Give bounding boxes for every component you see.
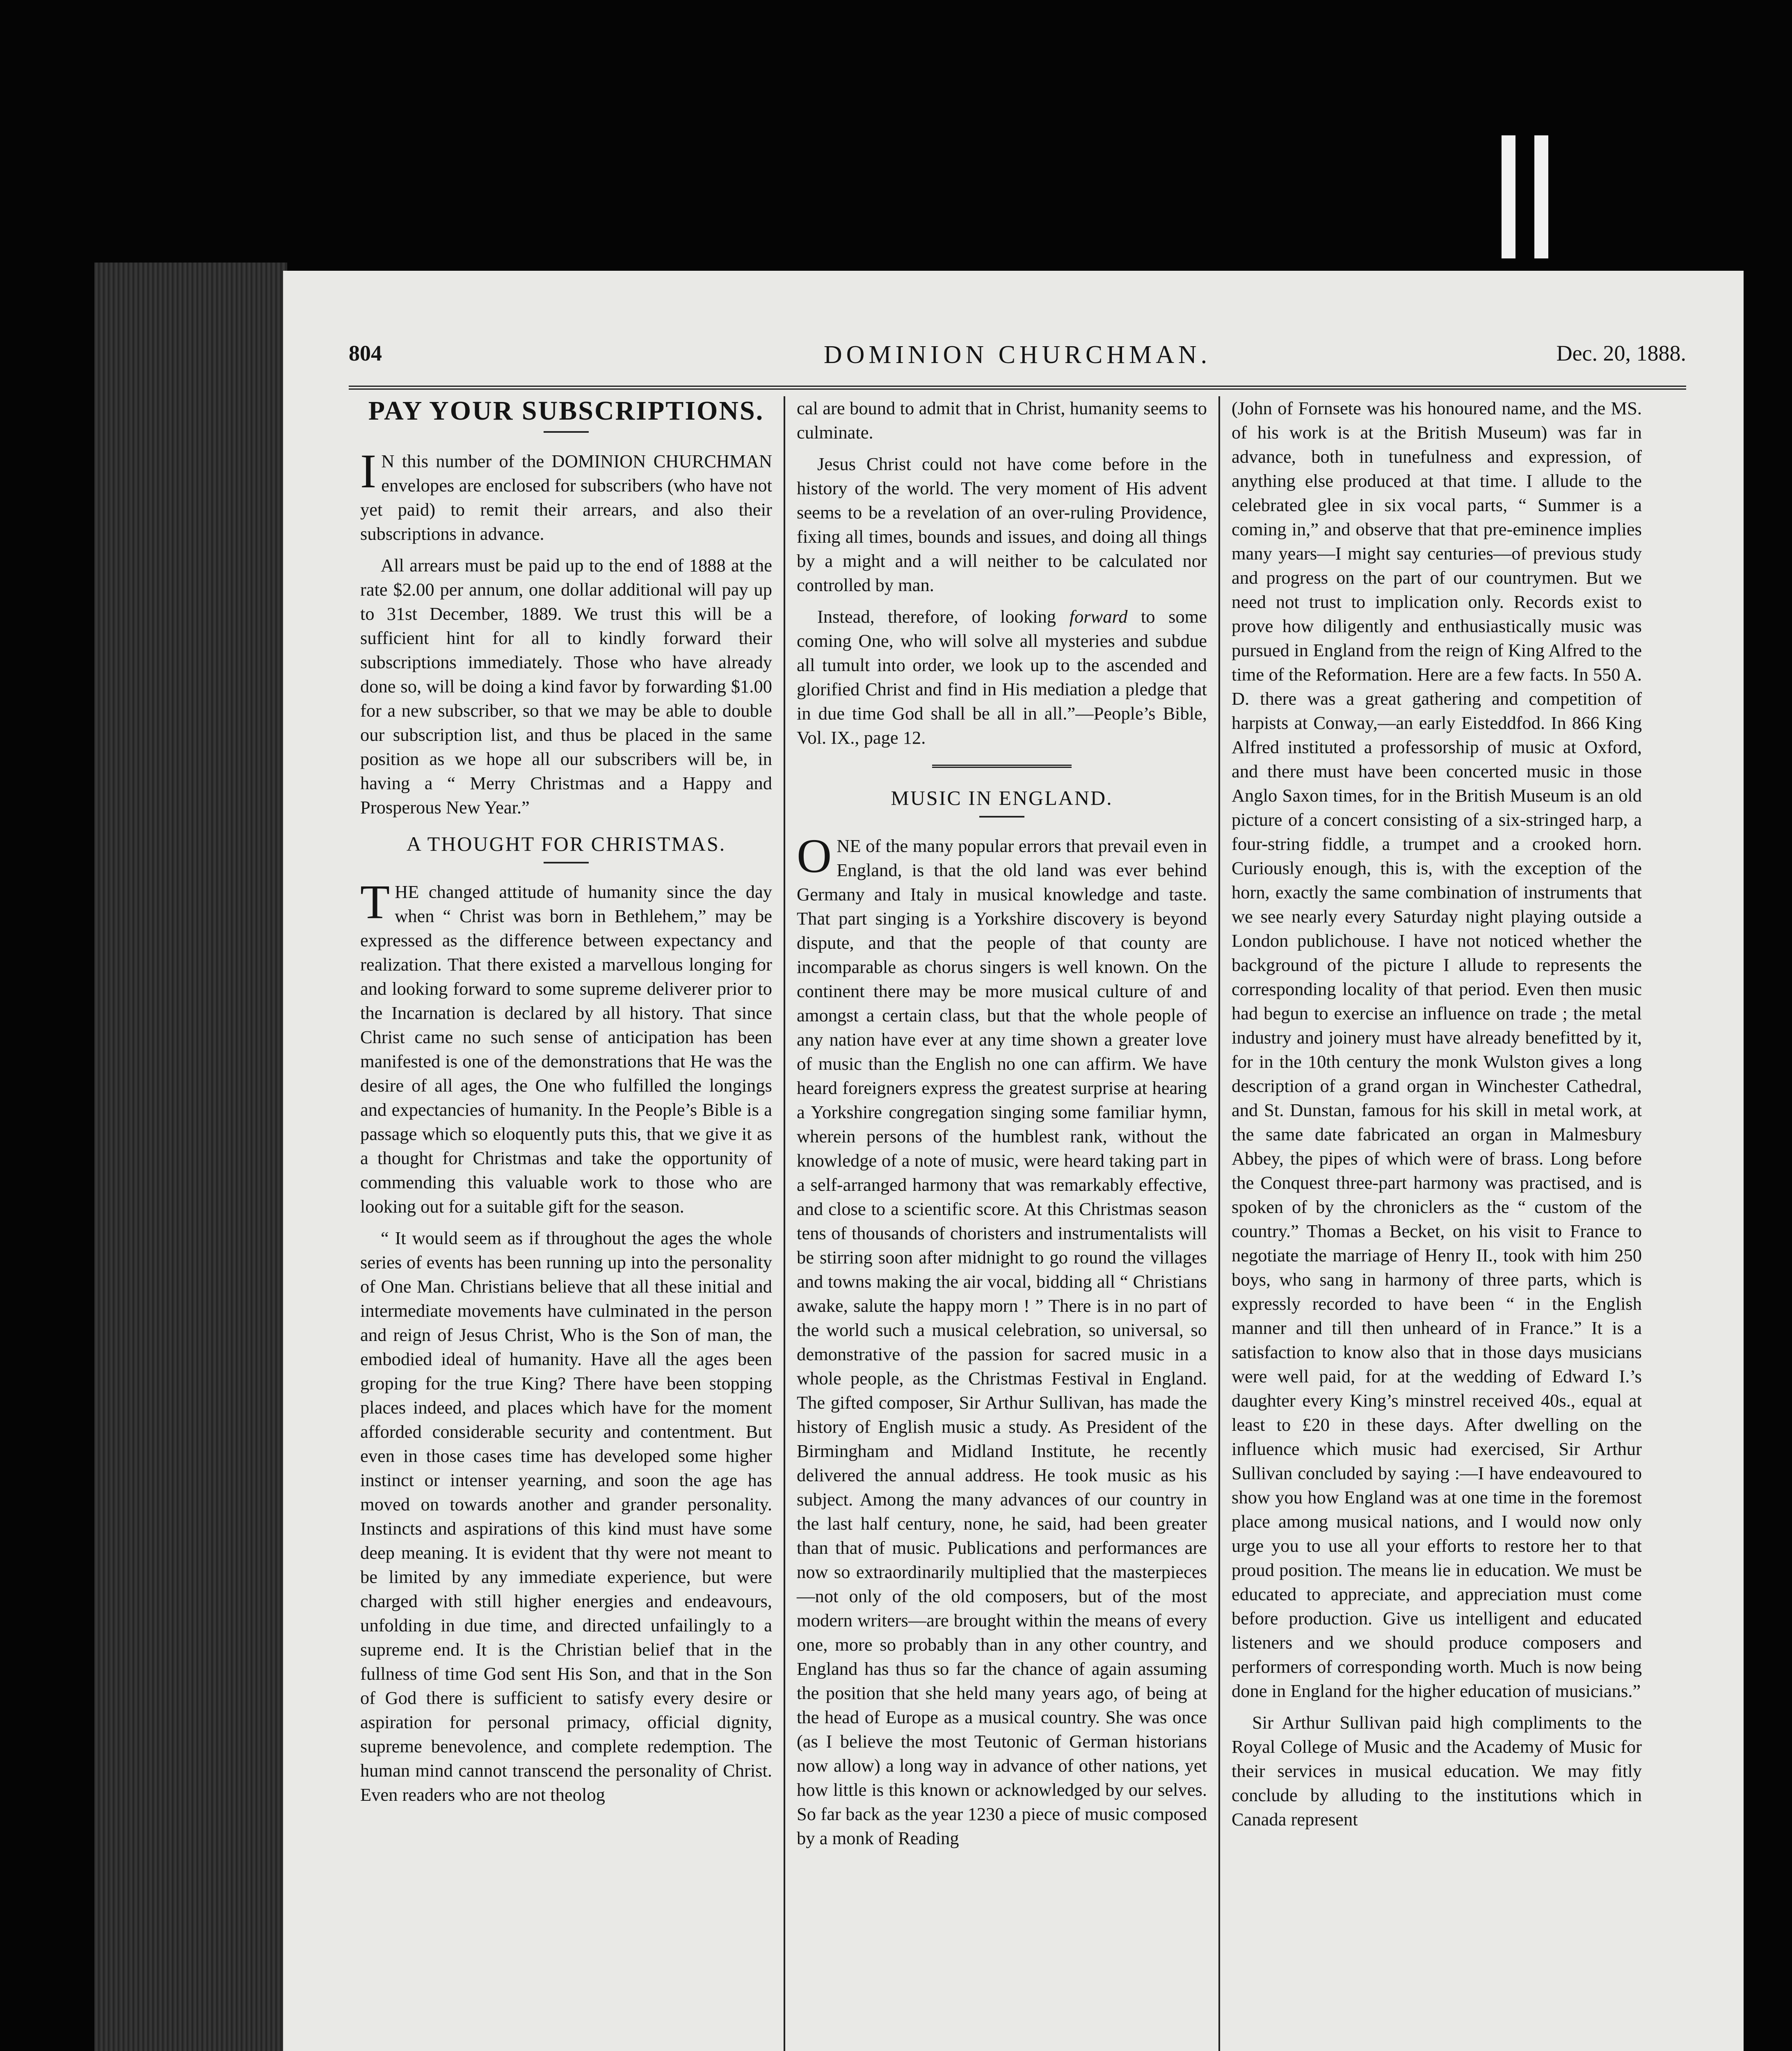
drop-cap: O (797, 829, 832, 883)
running-head (349, 340, 1686, 386)
section-rule (544, 862, 589, 863)
section-rule (979, 816, 1024, 818)
page-number: 804 (349, 341, 382, 365)
article-columns (349, 396, 1686, 2051)
paragraph: I N this number of the DOMINION CHURCHMAN envelopes are enclosed for subscribers (who have not yet paid) to remit their arrears, and also their subscriptions in advance. (360, 444, 772, 544)
drop-cap: I (360, 444, 377, 498)
paragraph: ONE of the many popular errors that prevail even in England, is that the old land was ever behind Germany and Italy in musical knowledge and taste. That part singing is a Yorkshire discovery is beyond dispute, and that the people of that county are incomparable as chorus singers is well known. On the continent there may be more musical culture of and amongst a certain class, but that the whole people of any nation have ever at any time shown a greater love of music than the English no one can affirm. We have heard foreigners express the greatest surprise at hearing a Yorkshire congregation singing some familiar hymn, wherein persons of the humblest rank, without the knowledge of a note of music, were heard taking part in a self-arranged harmony that was remarkably effective, and close to a scientific score. At this Christmas season tens of thousands of choristers and instrumentalists will be stirring soon after midnight to go round the villages and towns making the air vocal, bidding all “ Christians awake, salute the happy morn ! ” There is in no part of the world such a musical celebration, so universal, so demonstrative of the passion for sacred music in a whole people, as the Christmas Festival in England. The gifted composer, Sir Arthur Sullivan, has made the history of English music a study. As President of the Birmingham and Midland Institute, he recently delivered the annual address. He took music as his subject. Among the many advances of our country in the last half century, none, he said, had been greater than that of music. Publications and performances are now so extraordinarily multiplied that the masterpieces—not only of the old composers, but of the most modern writers—are brought within the means of every one, more so probably than in any other country, and England has thus so far the chance of again assuming the position that she held many years ago, of being at the head of Europe as a musical country. She was once (as I believe the most Teutonic of German historians now allow) a long way in advance of other nations, yet how little is this known or acknowledged by our selves. So far back as the year 1230 a piece of music composed by a monk of Reading (797, 829, 1207, 1848)
binding-mark-top-left (1502, 135, 1515, 258)
drop-cap: T (360, 875, 390, 929)
binding-mark-top-right (1534, 135, 1548, 258)
paragraph: Sir Arthur Sullivan paid high compliments to the Royal College of Music and the Academy of Music for their services in musical education. We may fitly conclude by alluding to the institutions which in Canada represent (1232, 1712, 1642, 1829)
column-2 (784, 396, 1218, 2051)
heading-music-in-england: MUSIC IN ENGLAND. (891, 786, 1113, 809)
column-1 (349, 396, 784, 2051)
section-rule (544, 431, 589, 433)
publication-title: DOMINION CHURCHMAN. (823, 341, 1211, 369)
paragraph: Jesus Christ could not have come before in the history of the world. The very moment of His advent seems to be a revelation of an over-ruling Providence, fixing all times, bounds and issues, and doing all things by a might and a will neither to be calculated nor controlled by man. (797, 454, 1207, 595)
paragraph: THE changed attitude of humanity since the day when “ Christ was born in Bethlehem,” may be expressed as the difference between expectancy and realization. That there existed a marvellous longing for and looking forward to some supreme deliverer prior to the Incarnation is declared by all history. That since Christ came no such sense of anticipation has been manifested is one of the demonstrations that He was the desire of all ages, the One who fulfilled the longings and expectancies of humanity. In the People’s Bible is a passage which so eloquently puts this, that we give it as a thought for Christmas and take the opportunity of commending this valuable work to those who are looking out for a suitable gift for the season. (360, 875, 772, 1217)
paragraph: Instead, therefore, of looking forward to some coming One, who will solve all mysteries and subdue all tumult into order, we look up to the ascended and glorified Christ and find in His mediation a pledge that in due time God shall be all in all.”—People’s Bible, Vol. IX., page 12. (797, 606, 1207, 748)
emphasis: forward (1069, 606, 1128, 627)
header-rule (349, 386, 1686, 392)
paragraph: “ It would seem as if throughout the ages the whole series of events has been running up into the personality of One Man. Christians believe that all these initial and intermediate movements have culminated in the person and reign of Jesus Christ, Who is the Son of man, the embodied ideal of humanity. Have all the ages been groping for the true King? There have been stopping places indeed, and places which have for the moment afforded considerable security and contentment. But even in those cases time has developed some higher instinct or intenser yearning, and soon the age has moved on towards another and grander personality. Instincts and aspirations of this kind must have some deep meaning. It is evident that thy were not meant to be limited by any immediate experience, but were charged with still higher energies and endeavours, unfolding in due time, and directed unfailingly to a supreme end. It is the Christian belief that in the fullness of time God sent His Son, and that in the Son of God there is sufficient to satisfy every desire or aspiration for personal primacy, official dignity, supreme benevolence, and complete redemption. The human mind cannot transcend the personality of Christ. Even readers who are not theolog (360, 1228, 772, 1805)
book-page-edges (94, 263, 287, 2051)
paragraph: (John of Fornsete was his honoured name, and the MS. of his work is at the British Museum) was far in advance, both in tunefulness and expression, of anything else produced at that time. I allude to the celebrated glee in six vocal parts, “ Summer is a coming in,” and observe that that pre-eminence implies many years—I might say centuries—of previous study and progress on the part of our countrymen. But we need not trust to implication only. Records exist to prove how diligently and enthusiastically music was pursued in England from the reign of King Alfred to the time of the Reformation. Here are a few facts. In 550 A. D. there was a great gathering and competition of harpists at Conway,—an early Eisteddfod. In 866 King Alfred instituted a professorship of music at Oxford, and there must have been concerted music in those Anglo Saxon times, for in the British Museum is an old picture of a concert consisting of a six-stringed harp, a four-string fiddle, a trumpet and a crooked horn. Curiously enough, this is, with the exception of the horn, exactly the same combination of instruments that we see nearly every Saturday night playing outside a London publichouse. I have not noticed whether the background of the picture I allude to represents the corresponding locality of that period. Even then music had begun to exercise an influence on trade ; the metal industry and joinery must have already benefitted by it, for in the 10th century the monk Wulston gives a long description of a grand organ in Winchester Cathedral, and St. Dunstan, famous for his skill in metal work, at the same date fabricated an organ in Malmesbury Abbey, the pipes of which were of brass. Long before the Conquest three-part harmony was practised, and is spoken of by the chroniclers as the “ custom of the country.” Thomas a Becket, on his visit to France to negotiate the marriage of Henry II., took with him 250 boys, who sang in harmony of three parts, which is expressly recorded to have been “ in the English manner and till then unheard of in France.” It is a satisfaction to know also that in those days musicians were well paid, for at the wedding of Edward I.’s daughter every King’s minstrel received 40s., equal at least to £20 in these days. After dwelling on the influence which music had exercised, Sir Arthur Sullivan concluded by saying :—I have endeavoured to show you how England was at one time in the foremost place among musical nations, and I would now only urge you to use all your efforts to restore her to that proud position. The means lie in education. We must be educated to appreciate, and appreciation must come before production. Give us intelligent and educated listeners and we should produce composers and performers of corresponding worth. Much is now being done in England for the higher education of musicians.” (1232, 398, 1642, 1701)
heading-a-thought-for-christmas: A THOUGHT FOR CHRISTMAS. (406, 832, 726, 855)
newspaper-page (283, 271, 1744, 2051)
paragraph: All arrears must be paid up to the end of 1888 at the rate $2.00 per annum, one dollar additional will pay up to 31st December, 1889. We trust this will be a sufficient hint for all to kindly forward their subscriptions immediately. Those who have already done so, will be doing a kind favor by forwarding $1.00 for a new subscriber, so that we may be able to double our subscription list, and thus be placed in the same position as we hope all our subscribers will be, in having a “ Merry Christmas and a Happy and Prosperous New Year.” (360, 555, 772, 818)
issue-date: Dec. 20, 1888. (1556, 341, 1686, 365)
paragraph: cal are bound to admit that in Christ, humanity seems to culminate. (797, 398, 1207, 443)
column-3 (1218, 396, 1653, 2051)
heading-pay-your-subscriptions: PAY YOUR SUBSCRIPTIONS. (368, 396, 764, 426)
article-separator (932, 765, 1072, 770)
